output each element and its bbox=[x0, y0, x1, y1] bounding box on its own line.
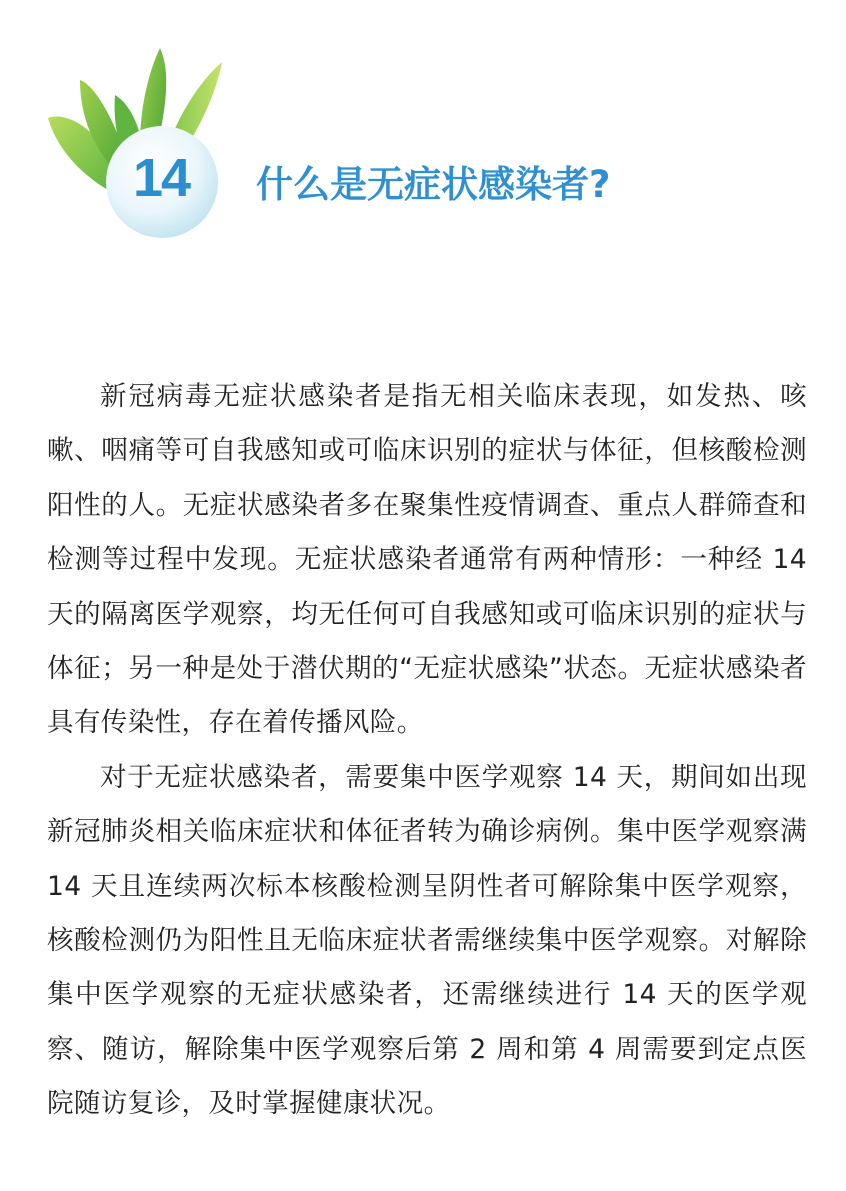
page-title: 什么是无症状感染者? bbox=[256, 163, 611, 206]
paragraph: 对于无症状感染者，需要集中医学观察 14 天，期间如出现新冠肺炎相关临床症状和体征者转为确诊病例。集中医学观察满 14 天且连续两次标本核酸检测呈阴性者可解除集中医学观察，核酸检测仍为阳性且无临床症状者需继续集中医学观察。对解除集中医学观察的无症状感染者，还需继续进行 14 天的医学观察、随访，解除集中医学观察后第 2 周和第 4 周需要到定点医院随访复诊，及时掌握健康状况。 bbox=[47, 761, 807, 1120]
body-text bbox=[47, 370, 807, 1132]
section-number: 14 bbox=[132, 148, 190, 208]
paragraph: 新冠病毒无症状感染者是指无相关临床表现，如发热、咳嗽、咽痛等可自我感知或可临床识别的症状与体征，但核酸检测阳性的人。无症状感染者多在聚集性疫情调查、重点人群筛查和检测等过程中发现。无症状感染者通常有两种情形：一种经 14 天的隔离医学观察，均无任何可自我感知或可临床识别的症状与体征；另一种是处于潜伏期的“无症状感染”状态。无症状感染者具有传染性，存在着传播风险。 bbox=[47, 381, 807, 739]
